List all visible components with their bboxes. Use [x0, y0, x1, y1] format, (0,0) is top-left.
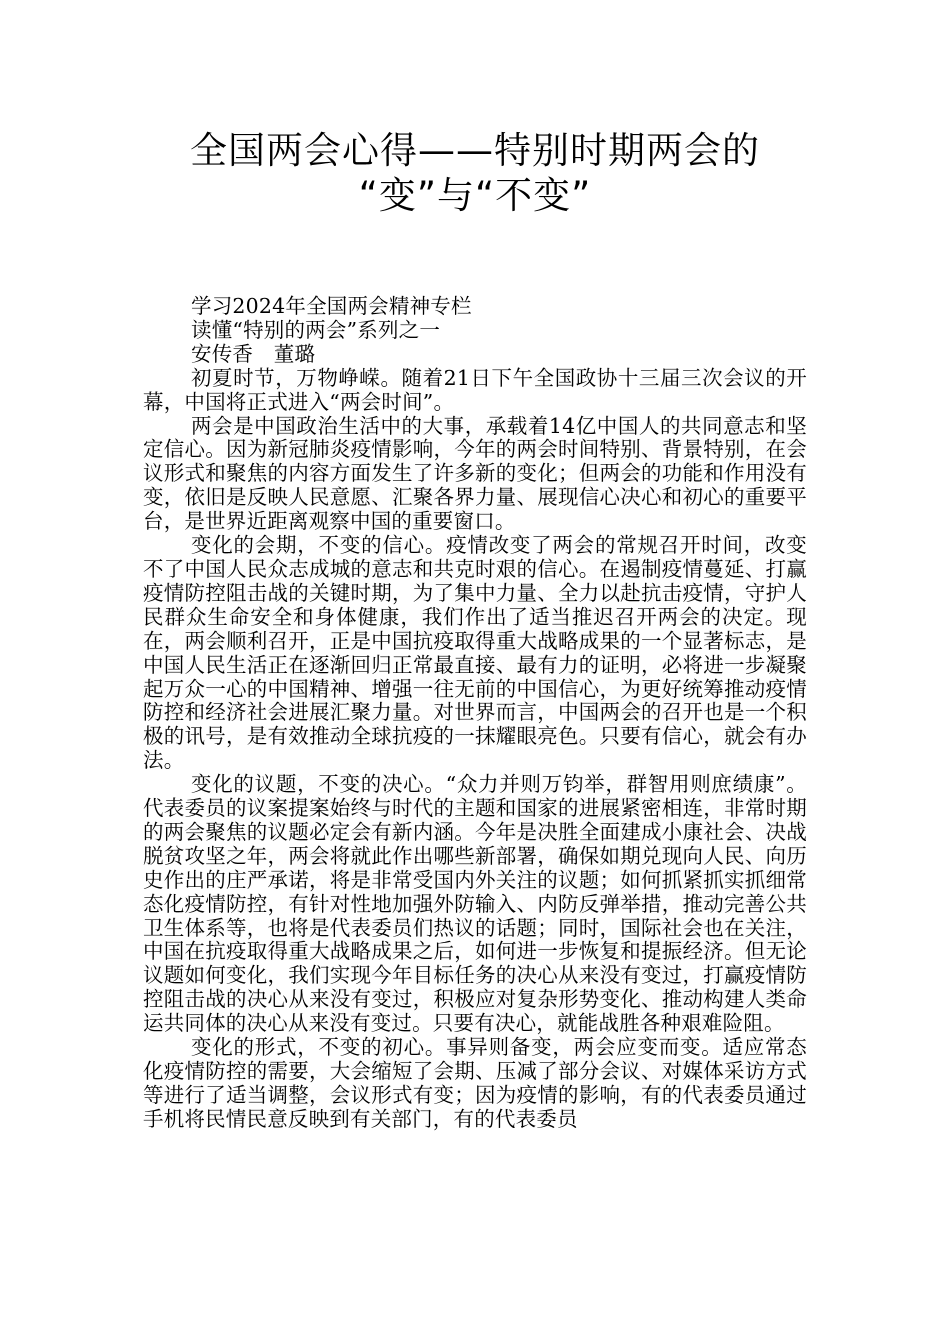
document-body — [143, 295, 807, 1132]
series-name: 读懂“特别的两会”系列之一 — [191, 317, 441, 342]
paragraph-session-timing: 变化的会期，不变的信心。疫情改变了两会的常规召开时间，改变不了中国人民众志成城的意志和共克时艰的信心。在遏制疫情蔓延、打赢疫情防控阻击战的关键时期，为了集中力量、全力以赴抗击疫情，守护人民群众生命安全和身体健康，我们作出了适当推迟召开两会的决定。现在，两会顺利召开，正是中国抗疫取得重大战略成果的一个显著标志，是中国人民生活正在逐渐回归正常最直接、最有力的证明，必将进一步凝聚起万众一心的中国精神、增强一往无前的中国信心，为更好统筹推动疫情防控和经济社会进展汇聚力量。对世界而言，中国两会的召开也是一个积极的讯号，是有效推动全球抗疫的一抹耀眼亮色。只要有信心，就会有办法。 — [143, 533, 807, 773]
paragraph-intro: 初夏时节，万物峥嵘。随着21日下午全国政协十三届三次会议的开幕，中国将正式进入“两会时间”。 — [143, 365, 807, 414]
paragraph-overview: 两会是中国政治生活中的大事，承载着14亿中国人的共同意志和坚定信心。因为新冠肺炎疫情影响，今年的两会时间特别、背景特别，在会议形式和聚焦的内容方面发生了许多新的变化；但两会的功能和作用没有变，依旧是反映人民意愿、汇聚各界力量、展现信心决心和初心的重要平台，是世界近距离观察中国的重要窗口。 — [143, 413, 807, 534]
column-name: 学习2024年全国两会精神专栏 — [191, 294, 472, 318]
title-line-2: “变”与“不变” — [358, 174, 592, 217]
author-line: 安传香 董璐 — [191, 341, 316, 366]
document-title — [120, 128, 830, 218]
title-line-1: 全国两会心得——特别时期两会的 — [190, 129, 760, 172]
paragraph-agenda-topics: 变化的议题，不变的决心。“众力并则万钧举，群智用则庶绩康”。代表委员的议案提案始终与时代的主题和国家的进展紧密相连，非常时期的两会聚焦的议题必定会有新内涵。今年是决胜全面建成小康社会、决战脱贫攻坚之年，两会将就此作出哪些新部署，确保如期兑现向人民、向历史作出的庄严承诺，将是非常受国内外关注的议题；如何抓紧抓实抓细常态化疫情防控，有针对性地加强外防输入、内防反弹举措，推动完善公共卫生体系等，也将是代表委员们热议的话题；同时，国际社会也在关注，中国在抗疫取得重大战略成果之后，如何进一步恢复和提振经济。但无论议题如何变化，我们实现今年目标任务的决心从来没有变过，打赢疫情防控阻击战的决心从来没有变过，积极应对复杂形势变化、推动构建人类命运共同体的决心从来没有变过。只要有决心，就能战胜各种艰难险阻。 — [143, 772, 807, 1036]
paragraph-meeting-format: 变化的形式，不变的初心。事异则备变，两会应变而变。适应常态化疫情防控的需要，大会缩短了会期、压减了部分会议、对媒体采访方式等进行了适当调整，会议形式有变；因为疫情的影响，有的代表委员通过手机将民情民意反映到有关部门，有的代表委员 — [143, 1035, 807, 1131]
